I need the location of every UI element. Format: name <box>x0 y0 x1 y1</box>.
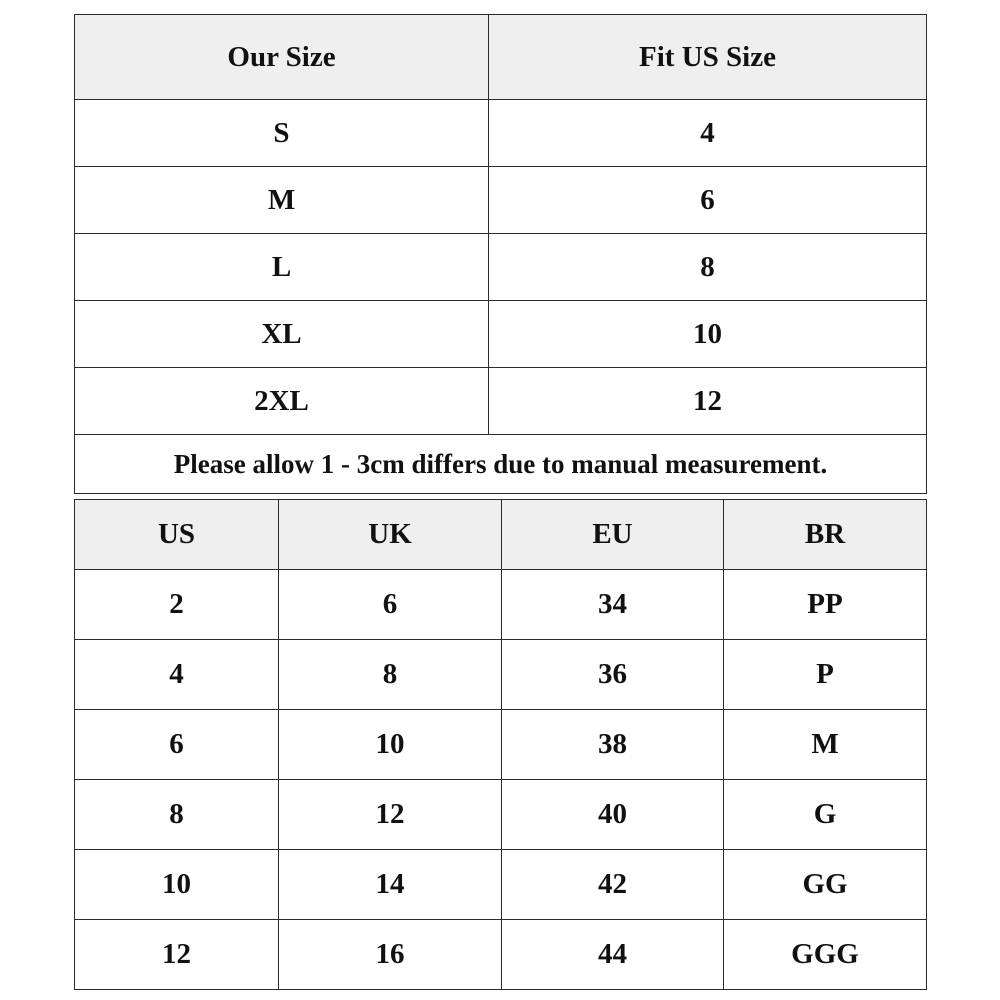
us-cell: 8 <box>75 780 279 850</box>
us-cell: 10 <box>75 850 279 920</box>
br-cell: PP <box>724 570 927 640</box>
table-row <box>75 301 927 368</box>
our-size-cell: M <box>75 167 489 234</box>
table-row <box>75 570 927 640</box>
eu-cell: 44 <box>502 920 724 990</box>
us-cell: 2 <box>75 570 279 640</box>
us-cell: 12 <box>75 920 279 990</box>
header-eu: EU <box>502 500 724 570</box>
eu-cell: 34 <box>502 570 724 640</box>
table-row <box>75 780 927 850</box>
measurement-note-row <box>75 435 927 494</box>
eu-cell: 42 <box>502 850 724 920</box>
header-uk: UK <box>279 500 502 570</box>
br-cell: G <box>724 780 927 850</box>
our-size-cell: 2XL <box>75 368 489 435</box>
table-row <box>75 640 927 710</box>
table-row <box>75 850 927 920</box>
uk-cell: 6 <box>279 570 502 640</box>
uk-cell: 12 <box>279 780 502 850</box>
br-cell: GGG <box>724 920 927 990</box>
our-size-cell: L <box>75 234 489 301</box>
fit-us-size-cell: 10 <box>489 301 927 368</box>
size-chart-header-row <box>75 15 927 100</box>
size-chart-table <box>74 14 927 494</box>
table-row <box>75 368 927 435</box>
table-row <box>75 234 927 301</box>
uk-cell: 14 <box>279 850 502 920</box>
table-row <box>75 100 927 167</box>
uk-cell: 16 <box>279 920 502 990</box>
us-cell: 6 <box>75 710 279 780</box>
conversion-header-row <box>75 500 927 570</box>
fit-us-size-cell: 12 <box>489 368 927 435</box>
table-row <box>75 710 927 780</box>
our-size-cell: XL <box>75 301 489 368</box>
us-cell: 4 <box>75 640 279 710</box>
size-conversion-table <box>74 499 927 990</box>
uk-cell: 10 <box>279 710 502 780</box>
header-br: BR <box>724 500 927 570</box>
fit-us-size-cell: 4 <box>489 100 927 167</box>
eu-cell: 36 <box>502 640 724 710</box>
table-row <box>75 167 927 234</box>
eu-cell: 38 <box>502 710 724 780</box>
br-cell: P <box>724 640 927 710</box>
br-cell: GG <box>724 850 927 920</box>
table-row <box>75 920 927 990</box>
header-our-size: Our Size <box>75 15 489 100</box>
uk-cell: 8 <box>279 640 502 710</box>
measurement-note: Please allow 1 - 3cm differs due to manual measurement. <box>75 435 927 494</box>
fit-us-size-cell: 6 <box>489 167 927 234</box>
br-cell: M <box>724 710 927 780</box>
fit-us-size-cell: 8 <box>489 234 927 301</box>
eu-cell: 40 <box>502 780 724 850</box>
header-fit-us-size: Fit US Size <box>489 15 927 100</box>
header-us: US <box>75 500 279 570</box>
our-size-cell: S <box>75 100 489 167</box>
